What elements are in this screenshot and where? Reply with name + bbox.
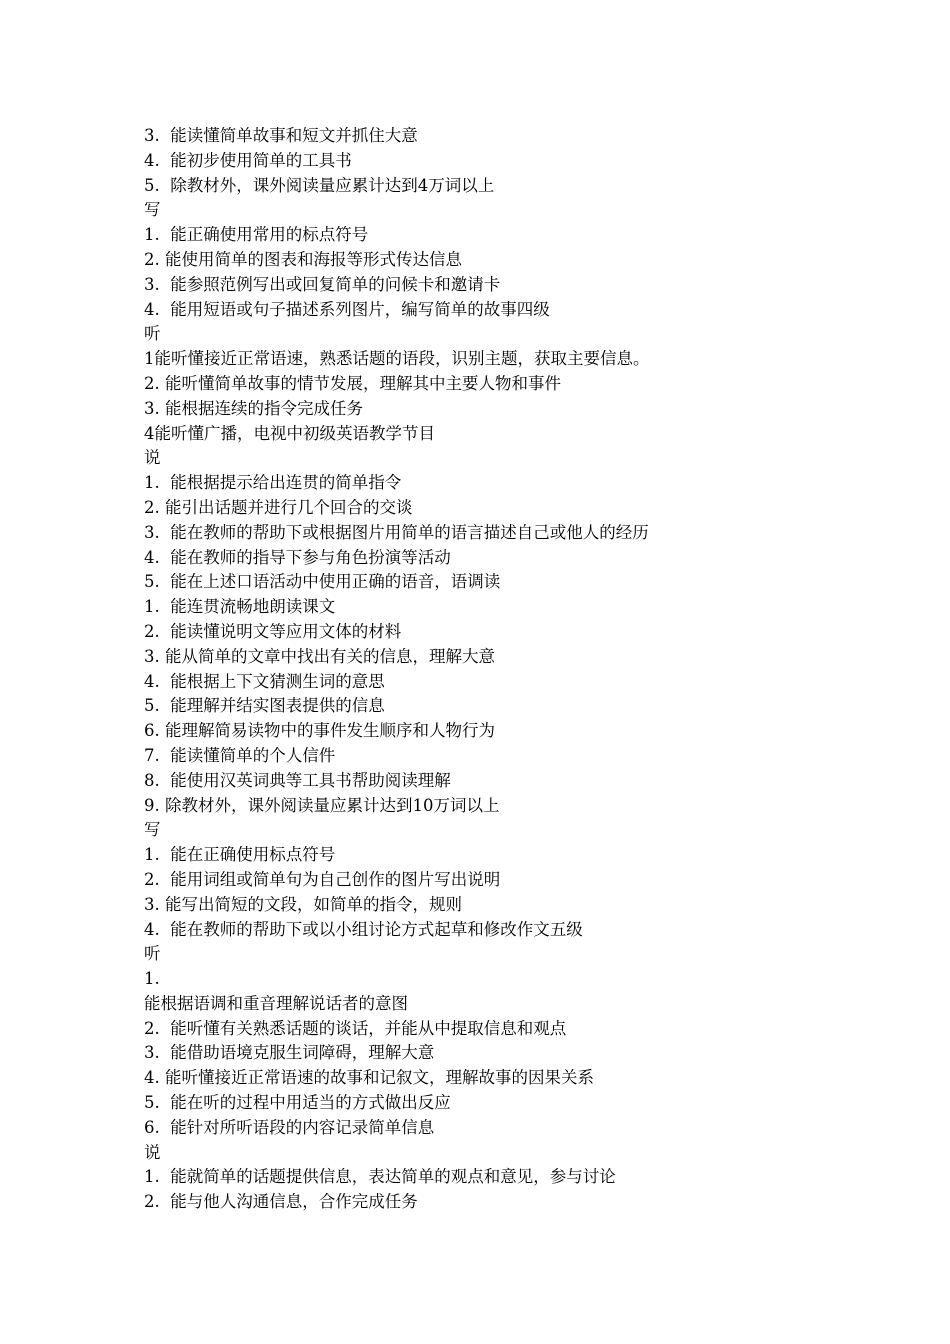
text-line: 4能听懂广播，电视中初级英语教学节目 [144,423,435,443]
text-line: 1. [144,969,160,989]
text-line: 1. 能连贯流畅地朗读课文 [144,597,336,617]
text-line: 3. 能从简单的文章中找出有关的信息，理解大意 [144,646,495,666]
text-line: 1. 能正确使用常用的标点符号 [144,225,369,245]
text-line: 5. 能在听的过程中用适当的方式做出反应 [144,1093,451,1113]
text-line: 2. 能与他人沟通信息，合作完成任务 [144,1192,418,1212]
text-line: 2. 能用词组或简单句为自己创作的图片写出说明 [144,869,501,889]
section-heading: 听 [144,944,161,964]
section-heading: 说 [144,1142,161,1162]
text-line: 5. 能在上述口语活动中使用正确的语音，语调读 [144,572,501,592]
document-body [144,124,844,1215]
text-line: 5. 除教材外，课外阅读量应累计达到4万词以上 [144,175,495,195]
text-line: 3. 能根据连续的指令完成任务 [144,398,363,418]
text-line: 4. 能用短语或句子描述系列图片，编写简单的故事四级 [144,299,550,319]
text-line: 3. 能写出简短的文段，如简单的指令，规则 [144,894,462,914]
text-line: 4. 能初步使用简单的工具书 [144,150,352,170]
text-line: 1. 能根据提示给出连贯的简单指令 [144,473,402,493]
text-line: 2. 能使用简单的图表和海报等形式传达信息 [144,249,462,269]
text-line: 3. 能借助语境克服生词障碍，理解大意 [144,1043,435,1063]
text-line: 能根据语调和重音理解说话者的意图 [144,993,408,1013]
text-line: 4. 能听懂接近正常语速的故事和记叙文，理解故事的因果关系 [144,1068,594,1088]
text-line: 4. 能在教师的指导下参与角色扮演等活动 [144,547,451,567]
text-line: 6. 能针对所听语段的内容记录简单信息 [144,1117,435,1137]
text-line: 4. 能在教师的帮助下或以小组讨论方式起草和修改作文五级 [144,919,583,939]
section-heading: 听 [144,324,161,344]
text-line: 9. 除教材外，课外阅读量应累计达到10万词以上 [144,795,500,815]
section-heading: 写 [144,200,161,220]
text-line: 4. 能根据上下文猜测生词的意思 [144,671,385,691]
text-line: 6. 能理解简易读物中的事件发生顺序和人物行为 [144,721,495,741]
text-line: 1. 能就简单的话题提供信息，表达简单的观点和意见，参与讨论 [144,1167,616,1187]
text-line: 3. 能读懂简单故事和短文并抓住大意 [144,126,418,145]
text-line: 2. 能听懂有关熟悉话题的谈话，并能从中提取信息和观点 [144,1018,567,1038]
text-line: 2. 能引出话题并进行几个回合的交谈 [144,497,413,517]
text-line: 7. 能读懂简单的个人信件 [144,745,336,765]
text-line: 3. 能在教师的帮助下或根据图片用简单的语言描述自己或他人的经历 [144,522,649,542]
text-line: 3. 能参照范例写出或回复简单的问候卡和邀请卡 [144,274,501,294]
text-line: 8. 能使用汉英词典等工具书帮助阅读理解 [144,770,451,790]
text-line: 2. 能读懂说明文等应用文体的材料 [144,621,402,641]
text-line: 1. 能在正确使用标点符号 [144,845,336,865]
text-line: 2. 能听懂简单故事的情节发展，理解其中主要人物和事件 [144,373,561,393]
text-line: 1能听懂接近正常语速，熟悉话题的语段，识别主题，获取主要信息。 [144,349,650,369]
text-line: 5. 能理解并结实图表提供的信息 [144,696,385,716]
section-heading: 写 [144,820,161,840]
section-heading: 说 [144,448,161,468]
